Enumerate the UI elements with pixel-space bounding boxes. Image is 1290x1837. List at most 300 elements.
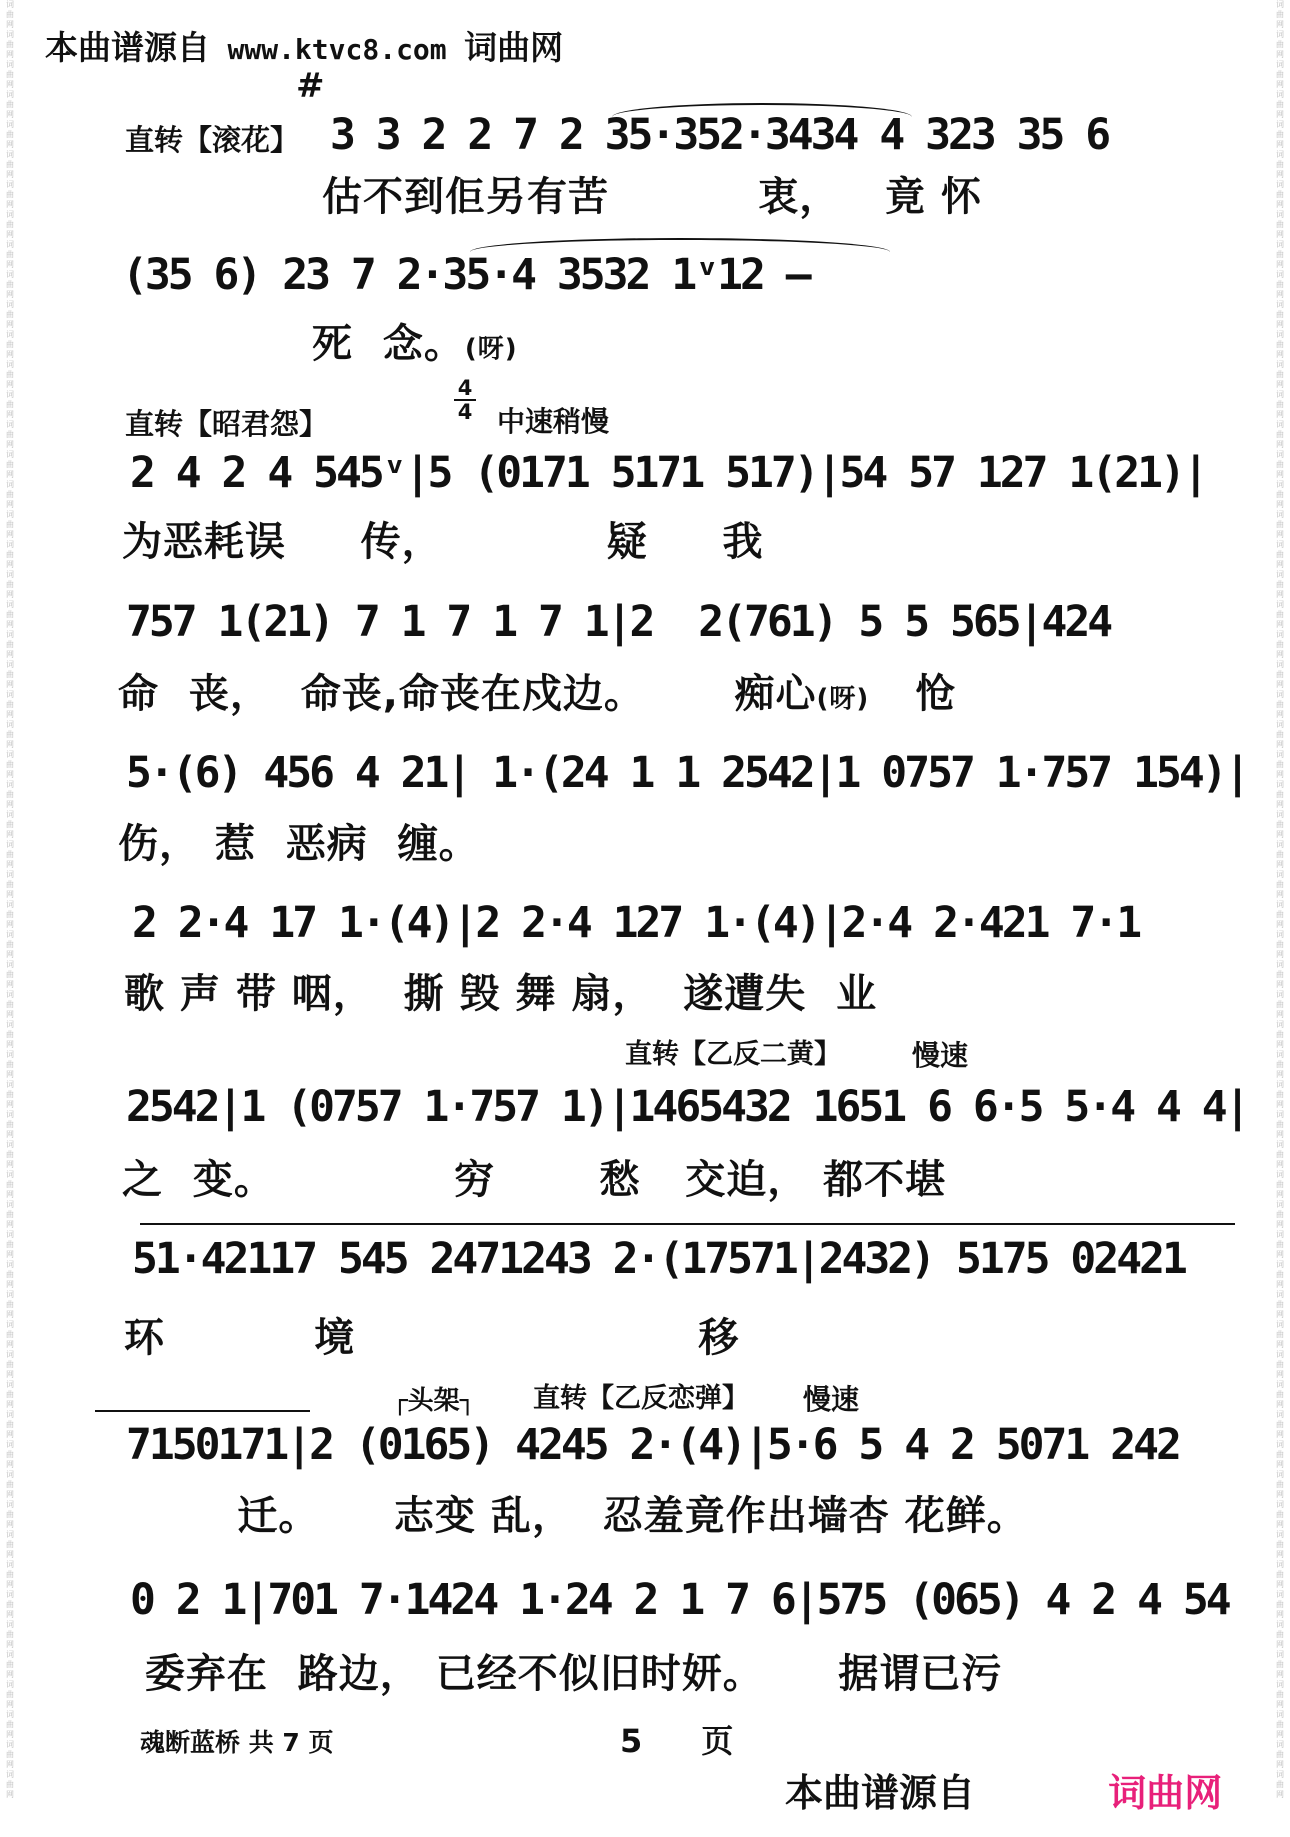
watermark-char: 网 bbox=[6, 590, 14, 599]
watermark-char: 曲 bbox=[6, 310, 14, 319]
watermark-char: 词 bbox=[1276, 1410, 1284, 1419]
watermark-char: 网 bbox=[6, 1550, 14, 1559]
watermark-char: 网 bbox=[1276, 1130, 1284, 1139]
watermark-char: 词 bbox=[6, 840, 14, 849]
watermark-char: 词 bbox=[1276, 690, 1284, 699]
watermark-char: 词 bbox=[6, 60, 14, 69]
lyrics-line-8: 环 境 移 bbox=[124, 1315, 740, 1361]
watermark-char: 网 bbox=[1276, 1490, 1284, 1499]
watermark-char: 曲 bbox=[6, 880, 14, 889]
watermark-char: 网 bbox=[1276, 980, 1284, 989]
watermark-char: 曲 bbox=[6, 1000, 14, 1009]
notes-line-5: 5·(6) 456 4 21| 1·(24 1 1 2542|1 0757 1·757 154)| bbox=[126, 748, 1248, 798]
watermark-char: 曲 bbox=[1276, 40, 1284, 49]
watermark-char: 曲 bbox=[1276, 130, 1284, 139]
watermark-char: 词 bbox=[1276, 450, 1284, 459]
watermark-char: 词 bbox=[1276, 30, 1284, 39]
watermark-char: 词 bbox=[1276, 270, 1284, 279]
watermark-char: 词 bbox=[6, 390, 14, 399]
watermark-char: 网 bbox=[1276, 380, 1284, 389]
watermark-char: 网 bbox=[6, 440, 14, 449]
time-signature-top: 4 bbox=[457, 376, 473, 400]
watermark-char: 网 bbox=[1276, 830, 1284, 839]
header-url-link[interactable]: www.ktvc8.com bbox=[227, 33, 447, 66]
watermark-char: 网 bbox=[6, 260, 14, 269]
watermark-char: 曲 bbox=[1276, 610, 1284, 619]
watermark-char: 词 bbox=[1276, 540, 1284, 549]
watermark-char: 词 bbox=[6, 630, 14, 639]
watermark-char: 曲 bbox=[6, 670, 14, 679]
watermark-char: 网 bbox=[1276, 410, 1284, 419]
watermark-char: 曲 bbox=[1276, 550, 1284, 559]
watermark-char: 词 bbox=[1276, 750, 1284, 759]
watermark-char: 曲 bbox=[1276, 1600, 1284, 1609]
left-watermark-strip bbox=[2, 0, 18, 1837]
watermark-char: 网 bbox=[1276, 470, 1284, 479]
watermark-char: 曲 bbox=[1276, 1540, 1284, 1549]
watermark-char: 网 bbox=[1276, 560, 1284, 569]
watermark-char: 曲 bbox=[6, 1780, 14, 1789]
watermark-char: 曲 bbox=[6, 790, 14, 799]
watermark-char: 曲 bbox=[6, 550, 14, 559]
watermark-char: 曲 bbox=[1276, 1000, 1284, 1009]
watermark-char: 词 bbox=[1276, 990, 1284, 999]
watermark-char: 曲 bbox=[1276, 940, 1284, 949]
watermark-char: 词 bbox=[6, 1290, 14, 1299]
watermark-char: 词 bbox=[6, 30, 14, 39]
watermark-char: 词 bbox=[1276, 120, 1284, 129]
watermark-char: 网 bbox=[1276, 1400, 1284, 1409]
footer-site-logo[interactable]: 词曲网 bbox=[1108, 1771, 1223, 1815]
watermark-char: 网 bbox=[6, 1310, 14, 1319]
watermark-char: 网 bbox=[6, 1520, 14, 1529]
lyrics-line-7: 之 变。 穷 愁 交迫， 都不堪 bbox=[122, 1157, 947, 1203]
notes-line-7: 2542|1 (0757 1·757 1)|1465432 1651 6 6·5 5·4 4 4| bbox=[126, 1082, 1248, 1132]
watermark-char: 曲 bbox=[6, 250, 14, 259]
watermark-char: 词 bbox=[6, 450, 14, 459]
watermark-char: 词 bbox=[6, 870, 14, 879]
watermark-char: 网 bbox=[1276, 680, 1284, 689]
watermark-char: 网 bbox=[6, 290, 14, 299]
watermark-char: 词 bbox=[6, 1200, 14, 1209]
watermark-char: 网 bbox=[1276, 950, 1284, 959]
watermark-char: 曲 bbox=[6, 1660, 14, 1669]
watermark-char: 曲 bbox=[1276, 880, 1284, 889]
slur-tie-line bbox=[95, 1410, 310, 1412]
watermark-char: 曲 bbox=[1276, 310, 1284, 319]
watermark-char: 曲 bbox=[6, 580, 14, 589]
watermark-char: 网 bbox=[6, 1700, 14, 1709]
watermark-char: 曲 bbox=[6, 220, 14, 229]
watermark-char: 词 bbox=[1276, 1500, 1284, 1509]
watermark-char: 曲 bbox=[6, 1090, 14, 1099]
section-label-yifan-erhuang: 直转【乙反二黄】 bbox=[625, 1039, 841, 1070]
watermark-char: 词 bbox=[6, 1650, 14, 1659]
watermark-char: 曲 bbox=[1276, 520, 1284, 529]
watermark-char: 曲 bbox=[6, 910, 14, 919]
watermark-char: 词 bbox=[1276, 300, 1284, 309]
watermark-char: 曲 bbox=[1276, 340, 1284, 349]
watermark-char: 曲 bbox=[6, 1420, 14, 1429]
watermark-char: 词 bbox=[6, 960, 14, 969]
watermark-char: 词 bbox=[6, 900, 14, 909]
slur-tie-line bbox=[140, 1223, 1235, 1225]
lyrics-line-3: 为恶耗误 传， 疑 我 bbox=[122, 519, 764, 565]
watermark-char: 网 bbox=[1276, 140, 1284, 149]
watermark-char: 曲 bbox=[1276, 1720, 1284, 1729]
watermark-char: 网 bbox=[6, 1490, 14, 1499]
watermark-char: 词 bbox=[1276, 1530, 1284, 1539]
watermark-char: 网 bbox=[6, 110, 14, 119]
watermark-char: 词 bbox=[6, 780, 14, 789]
watermark-char: 词 bbox=[1276, 1770, 1284, 1779]
watermark-char: 词 bbox=[6, 1440, 14, 1449]
watermark-char: 词 bbox=[6, 1050, 14, 1059]
watermark-char: 网 bbox=[6, 680, 14, 689]
watermark-char: 曲 bbox=[6, 730, 14, 739]
watermark-char: 曲 bbox=[1276, 1360, 1284, 1369]
watermark-char: 曲 bbox=[1276, 1210, 1284, 1219]
watermark-char: 词 bbox=[1276, 1080, 1284, 1089]
lyrics-line-4-interjection: (呀) bbox=[816, 684, 870, 714]
watermark-char: 词 bbox=[6, 540, 14, 549]
watermark-char: 曲 bbox=[1276, 1090, 1284, 1099]
watermark-char: 曲 bbox=[6, 280, 14, 289]
watermark-char: 网 bbox=[6, 1670, 14, 1679]
watermark-char: 曲 bbox=[6, 370, 14, 379]
watermark-char: 曲 bbox=[6, 40, 14, 49]
watermark-char: 曲 bbox=[1276, 370, 1284, 379]
watermark-char: 词 bbox=[1276, 1170, 1284, 1179]
watermark-char: 曲 bbox=[6, 1480, 14, 1489]
watermark-char: 网 bbox=[1276, 620, 1284, 629]
watermark-char: 曲 bbox=[1276, 1480, 1284, 1489]
watermark-char: 词 bbox=[1276, 570, 1284, 579]
section-label-yifan-liandan: 直转【乙反恋弹】 bbox=[533, 1383, 749, 1414]
lyrics-line-4-text: 命 丧， 命丧,命丧在戍边。 痴心 bbox=[118, 671, 817, 717]
watermark-char: 网 bbox=[1276, 1700, 1284, 1709]
watermark-char: 曲 bbox=[6, 1180, 14, 1189]
watermark-char: 网 bbox=[6, 770, 14, 779]
notes-line-1: 3 3 2 2 7 2 35·352·3434 4 323 35 6 bbox=[330, 110, 1109, 160]
watermark-char: 曲 bbox=[6, 1240, 14, 1249]
tempo-slow-b: 慢速 bbox=[803, 1383, 860, 1416]
watermark-char: 词 bbox=[6, 180, 14, 189]
watermark-char: 词 bbox=[6, 510, 14, 519]
watermark-char: 词 bbox=[1276, 1200, 1284, 1209]
watermark-char: 网 bbox=[6, 890, 14, 899]
watermark-char: 网 bbox=[6, 1760, 14, 1769]
watermark-char: 曲 bbox=[6, 1720, 14, 1729]
watermark-char: 网 bbox=[6, 1100, 14, 1109]
watermark-char: 词 bbox=[1276, 330, 1284, 339]
watermark-char: 曲 bbox=[1276, 1630, 1284, 1639]
watermark-char: 曲 bbox=[6, 1690, 14, 1699]
watermark-char: 曲 bbox=[6, 1300, 14, 1309]
watermark-char: 网 bbox=[6, 500, 14, 509]
watermark-char: 网 bbox=[6, 50, 14, 59]
watermark-char: 网 bbox=[6, 1010, 14, 1019]
watermark-char: 曲 bbox=[6, 1570, 14, 1579]
watermark-char: 曲 bbox=[6, 1330, 14, 1339]
watermark-char: 词 bbox=[6, 1140, 14, 1149]
watermark-char: 曲 bbox=[6, 610, 14, 619]
watermark-char: 词 bbox=[6, 570, 14, 579]
watermark-char: 网 bbox=[6, 1250, 14, 1259]
right-watermark-strip bbox=[1272, 0, 1288, 1837]
header-source-line bbox=[45, 22, 563, 69]
watermark-char: 词 bbox=[1276, 1380, 1284, 1389]
watermark-char: 网 bbox=[6, 560, 14, 569]
watermark-char: 词 bbox=[1276, 960, 1284, 969]
watermark-char: 曲 bbox=[1276, 1510, 1284, 1519]
watermark-char: 网 bbox=[1276, 1760, 1284, 1769]
watermark-char: 网 bbox=[6, 1070, 14, 1079]
watermark-char: 网 bbox=[6, 320, 14, 329]
watermark-char: 词 bbox=[1276, 1230, 1284, 1239]
watermark-char: 曲 bbox=[1276, 970, 1284, 979]
watermark-char: 曲 bbox=[6, 160, 14, 169]
watermark-char: 网 bbox=[1276, 770, 1284, 779]
notes-line-8: 51·42117 545 2471243 2·(17571|2432) 5175 02421 bbox=[132, 1234, 1185, 1284]
watermark-char: 曲 bbox=[6, 970, 14, 979]
watermark-char: 曲 bbox=[6, 430, 14, 439]
watermark-char: 曲 bbox=[1276, 820, 1284, 829]
watermark-char: 网 bbox=[6, 230, 14, 239]
watermark-char: 曲 bbox=[1276, 1030, 1284, 1039]
watermark-char: 曲 bbox=[6, 1630, 14, 1639]
watermark-char: 网 bbox=[1276, 920, 1284, 929]
watermark-char: 曲 bbox=[6, 340, 14, 349]
lyrics-line-1: 估不到佢另有苦 衷， 竟 怀 bbox=[322, 174, 982, 220]
watermark-char: 曲 bbox=[6, 1060, 14, 1069]
watermark-char: 曲 bbox=[1276, 790, 1284, 799]
watermark-char: 词 bbox=[6, 1080, 14, 1089]
watermark-char: 词 bbox=[1276, 600, 1284, 609]
footer-song-title: 魂断蓝桥 共 7 页 bbox=[140, 1728, 334, 1757]
notes-line-10: 0 2 1|701 7·1424 1·24 2 1 7 6|575 (065) 4 2 4 54 bbox=[130, 1575, 1229, 1625]
watermark-char: 曲 bbox=[1276, 250, 1284, 259]
watermark-char: 词 bbox=[6, 1350, 14, 1359]
watermark-char: 词 bbox=[1276, 900, 1284, 909]
watermark-char: 词 bbox=[1276, 240, 1284, 249]
watermark-char: 曲 bbox=[1276, 1270, 1284, 1279]
watermark-char: 曲 bbox=[1276, 70, 1284, 79]
watermark-char: 词 bbox=[1276, 90, 1284, 99]
watermark-char: 词 bbox=[1276, 60, 1284, 69]
watermark-char: 网 bbox=[1276, 1190, 1284, 1199]
watermark-char: 网 bbox=[1276, 1010, 1284, 1019]
watermark-char: 网 bbox=[1276, 1670, 1284, 1679]
section-label-gunhua: 直转【滚花】 bbox=[125, 123, 300, 157]
watermark-char: 词 bbox=[6, 120, 14, 129]
time-signature-bottom: 4 bbox=[457, 400, 473, 424]
watermark-char: 曲 bbox=[6, 700, 14, 709]
watermark-char: 网 bbox=[1276, 1610, 1284, 1619]
watermark-char: 网 bbox=[1276, 1280, 1284, 1289]
watermark-char: 网 bbox=[6, 830, 14, 839]
watermark-char: 词 bbox=[6, 0, 14, 9]
watermark-char: 网 bbox=[6, 530, 14, 539]
watermark-char: 曲 bbox=[1276, 1330, 1284, 1339]
notes-line-3: 2 4 2 4 545ᵛ|5 (0171 5171 517)|54 57 127 1(21)| bbox=[130, 448, 1206, 498]
watermark-char: 网 bbox=[6, 1430, 14, 1439]
notes-line-9: 7150171|2 (0165) 4245 2·(4)|5·6 5 4 2 5071 242 bbox=[126, 1420, 1179, 1470]
watermark-char: 曲 bbox=[6, 70, 14, 79]
watermark-char: 词 bbox=[1276, 780, 1284, 789]
watermark-char: 词 bbox=[1276, 1260, 1284, 1269]
watermark-char: 词 bbox=[6, 1410, 14, 1419]
watermark-char: 曲 bbox=[1276, 1390, 1284, 1399]
time-signature bbox=[454, 378, 476, 422]
watermark-char: 网 bbox=[6, 980, 14, 989]
watermark-char: 曲 bbox=[1276, 1750, 1284, 1759]
watermark-char: 网 bbox=[6, 800, 14, 809]
watermark-char: 词 bbox=[1276, 510, 1284, 519]
watermark-char: 网 bbox=[6, 470, 14, 479]
watermark-char: 网 bbox=[6, 1610, 14, 1619]
watermark-char: 词 bbox=[1276, 1560, 1284, 1569]
watermark-char: 网 bbox=[1276, 1370, 1284, 1379]
watermark-char: 网 bbox=[1276, 260, 1284, 269]
watermark-char: 曲 bbox=[1276, 1120, 1284, 1129]
watermark-char: 网 bbox=[6, 1460, 14, 1469]
watermark-char: 词 bbox=[1276, 360, 1284, 369]
watermark-char: 曲 bbox=[6, 1210, 14, 1219]
footer-source-line bbox=[785, 1762, 1222, 1817]
watermark-char: 词 bbox=[6, 210, 14, 219]
watermark-char: 曲 bbox=[6, 1150, 14, 1159]
watermark-char: 词 bbox=[6, 480, 14, 489]
watermark-char: 网 bbox=[1276, 800, 1284, 809]
watermark-char: 词 bbox=[6, 1560, 14, 1569]
watermark-char: 词 bbox=[6, 1170, 14, 1179]
watermark-char: 词 bbox=[1276, 930, 1284, 939]
watermark-char: 网 bbox=[1276, 1310, 1284, 1319]
watermark-char: 网 bbox=[6, 950, 14, 959]
watermark-char: 曲 bbox=[1276, 1300, 1284, 1309]
watermark-char: 网 bbox=[6, 650, 14, 659]
watermark-char: 曲 bbox=[1276, 1060, 1284, 1069]
watermark-char: 网 bbox=[6, 1640, 14, 1649]
watermark-char: 曲 bbox=[1276, 220, 1284, 229]
watermark-char: 网 bbox=[1276, 1100, 1284, 1109]
watermark-char: 词 bbox=[6, 360, 14, 369]
watermark-char: 曲 bbox=[1276, 1450, 1284, 1459]
watermark-char: 网 bbox=[1276, 1070, 1284, 1079]
watermark-char: 网 bbox=[1276, 20, 1284, 29]
watermark-char: 词 bbox=[1276, 150, 1284, 159]
watermark-char: 曲 bbox=[1276, 280, 1284, 289]
watermark-char: 曲 bbox=[1276, 1660, 1284, 1669]
watermark-char: 曲 bbox=[1276, 1690, 1284, 1699]
watermark-char: 网 bbox=[6, 920, 14, 929]
watermark-char: 词 bbox=[6, 990, 14, 999]
watermark-char: 网 bbox=[1276, 860, 1284, 869]
header-source-prefix: 本曲谱源自 bbox=[45, 28, 210, 67]
lyrics-line-10: 委弃在 路边， 已经不似旧时妍。 据谓已污 bbox=[130, 1651, 1003, 1697]
watermark-char: 曲 bbox=[1276, 460, 1284, 469]
watermark-char: 网 bbox=[1276, 1460, 1284, 1469]
watermark-char: 网 bbox=[1276, 1550, 1284, 1559]
watermark-char: 网 bbox=[1276, 350, 1284, 359]
watermark-char: 曲 bbox=[6, 1600, 14, 1609]
watermark-char: 词 bbox=[6, 90, 14, 99]
watermark-char: 曲 bbox=[6, 1540, 14, 1549]
toujia-annotation: ┌头架┐ bbox=[392, 1386, 476, 1416]
watermark-char: 网 bbox=[1276, 590, 1284, 599]
watermark-char: 曲 bbox=[1276, 190, 1284, 199]
watermark-char: 网 bbox=[1276, 1640, 1284, 1649]
watermark-char: 曲 bbox=[6, 1510, 14, 1519]
watermark-char: 曲 bbox=[1276, 580, 1284, 589]
watermark-char: 词 bbox=[6, 1680, 14, 1689]
watermark-char: 网 bbox=[6, 1340, 14, 1349]
watermark-char: 词 bbox=[1276, 870, 1284, 879]
watermark-char: 网 bbox=[1276, 890, 1284, 899]
watermark-char: 曲 bbox=[6, 1360, 14, 1369]
watermark-char: 网 bbox=[6, 140, 14, 149]
watermark-char: 曲 bbox=[6, 850, 14, 859]
watermark-char: 词 bbox=[1276, 840, 1284, 849]
watermark-char: 网 bbox=[6, 1190, 14, 1199]
watermark-char: 词 bbox=[6, 1620, 14, 1629]
watermark-char: 网 bbox=[6, 20, 14, 29]
watermark-char: 网 bbox=[6, 1130, 14, 1139]
watermark-char: 词 bbox=[1276, 390, 1284, 399]
watermark-char: 词 bbox=[6, 240, 14, 249]
watermark-char: 网 bbox=[1276, 1790, 1284, 1799]
watermark-char: 词 bbox=[6, 1020, 14, 1029]
watermark-char: 网 bbox=[6, 620, 14, 629]
watermark-char: 网 bbox=[6, 1730, 14, 1739]
watermark-char: 网 bbox=[6, 1580, 14, 1589]
watermark-char: 网 bbox=[6, 200, 14, 209]
watermark-char: 曲 bbox=[1276, 100, 1284, 109]
watermark-char: 曲 bbox=[1276, 1780, 1284, 1789]
watermark-char: 网 bbox=[1276, 650, 1284, 659]
watermark-char: 曲 bbox=[1276, 160, 1284, 169]
watermark-char: 曲 bbox=[6, 1450, 14, 1459]
watermark-char: 曲 bbox=[1276, 400, 1284, 409]
notes-line-4: 757 1(21) 7 1 7 1 7 1|2 2(761) 5 5 565|424 bbox=[126, 597, 1111, 647]
watermark-char: 词 bbox=[1276, 480, 1284, 489]
watermark-char: 词 bbox=[6, 1530, 14, 1539]
watermark-char: 曲 bbox=[1276, 490, 1284, 499]
watermark-char: 网 bbox=[6, 170, 14, 179]
watermark-char: 词 bbox=[6, 150, 14, 159]
watermark-char: 曲 bbox=[6, 130, 14, 139]
watermark-char: 词 bbox=[1276, 1350, 1284, 1359]
watermark-char: 曲 bbox=[6, 940, 14, 949]
watermark-char: 词 bbox=[1276, 1680, 1284, 1689]
watermark-char: 词 bbox=[6, 300, 14, 309]
watermark-char: 词 bbox=[6, 1110, 14, 1119]
lyrics-line-2 bbox=[312, 312, 518, 369]
watermark-char: 网 bbox=[1276, 710, 1284, 719]
watermark-char: 网 bbox=[6, 1220, 14, 1229]
watermark-char: 词 bbox=[1276, 1710, 1284, 1719]
watermark-char: 曲 bbox=[6, 190, 14, 199]
watermark-char: 曲 bbox=[6, 1030, 14, 1039]
watermark-char: 词 bbox=[6, 750, 14, 759]
watermark-char: 网 bbox=[6, 860, 14, 869]
watermark-char: 词 bbox=[1276, 810, 1284, 819]
lyrics-line-9: 迁。 志变 乱， 忍羞竟作出墙杏 花鲜。 bbox=[118, 1493, 1028, 1539]
watermark-char: 网 bbox=[1276, 110, 1284, 119]
watermark-char: 网 bbox=[1276, 1160, 1284, 1169]
watermark-char: 曲 bbox=[6, 490, 14, 499]
